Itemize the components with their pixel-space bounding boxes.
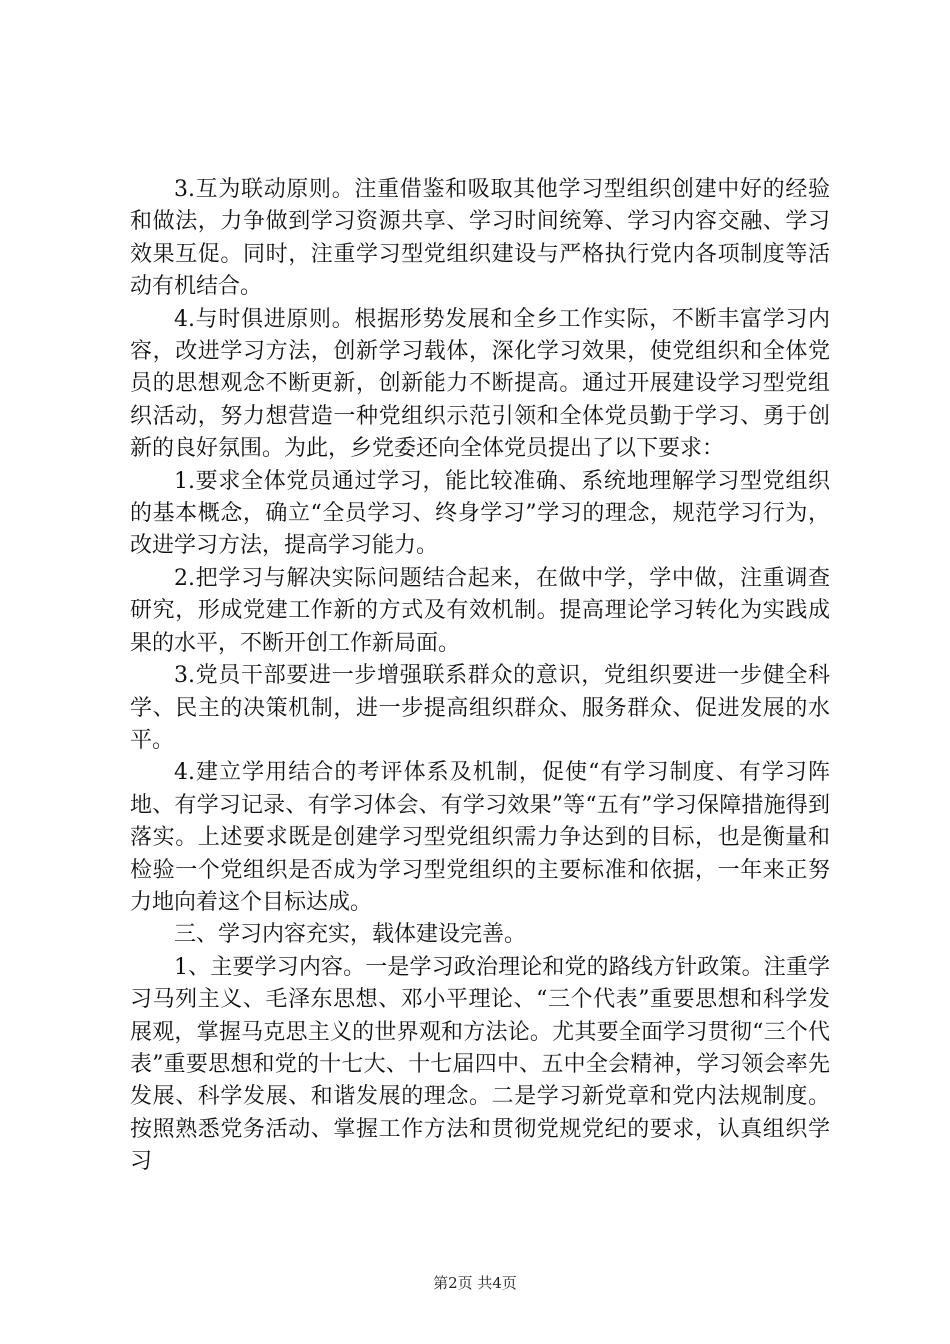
paragraph-mutual-linkage-principle: 3.互为联动原则。注重借鉴和吸取其他学习型组织创建中好的经验和做法，力争做到学习资源共享、学习时间统筹、学习内容交融、学习效果互促。同时，注重学习型党组织建设与严格执行党内各项制度等活动有机结合。 bbox=[130, 177, 830, 300]
paragraph-requirement-4: 4.建立学用结合的考评体系及机制，促使“有学习制度、有学习阵地、有学习记录、有学习体会、有学习效果”等“五有”学习保障措施得到落实。上述要求既是创建学习型党组织需力争达到的目标，也是衡量和检验一个党组织是否成为学习型党组织的主要标准和依据，一年来正努力地向着这个目标达成。 bbox=[130, 760, 830, 915]
paragraph-main-study-content: 1、主要学习内容。一是学习政治理论和党的路线方针政策。注重学习马列主义、毛泽东思想、邓小平理论、“三个代表”重要思想和科学发展观，掌握马克思主义的世界观和方法论。尤其要全面学习贯彻“三个代表”重要思想和党的十七大、十七届四中、五中全会精神，学习领会率先发展、科学发展、和谐发展的理念。二是学习新党章和党内法规制度。按照熟悉党务活动、掌握工作方法和贯彻党规党纪的要求，认真组织学习 bbox=[130, 954, 830, 1175]
document-body bbox=[130, 174, 830, 1179]
page-number-footer: 第2页 共4页 bbox=[433, 1274, 517, 1292]
paragraph-keep-pace-principle: 4.与时俱进原则。根据形势发展和全乡工作实际，不断丰富学习内容，改进学习方法，创新学习载体，深化学习效果，使党组织和全体党员的思想观念不断更新，创新能力不断提高。通过开展建设学习型党组织活动，努力想营造一种党组织示范引领和全体党员勤于学习、勇于创新的良好氛围。为此，乡党委还向全体党员提出了以下要求： bbox=[130, 306, 830, 462]
paragraph-requirement-3: 3.党员干部要进一步增强联系群众的意识，党组织要进一步健全科学、民主的决策机制，进一步提高组织群众、服务群众、促进发展的水平。 bbox=[130, 663, 830, 753]
section-heading-3: 三、学习内容充实，载体建设完善。 bbox=[174, 922, 527, 948]
paragraph-requirement-1: 1.要求全体党员通过学习，能比较准确、系统地理解学习型党组织的基本概念，确立“全员学习、终身学习”学习的理念，规范学习行为，改进学习方法，提高学习能力。 bbox=[130, 468, 830, 559]
paragraph-requirement-2: 2.把学习与解决实际问题结合起来，在做中学，学中做，注重调查研究，形成党建工作新的方式及有效机制。提高理论学习转化为实践成果的水平，不断开创工作新局面。 bbox=[130, 565, 830, 656]
